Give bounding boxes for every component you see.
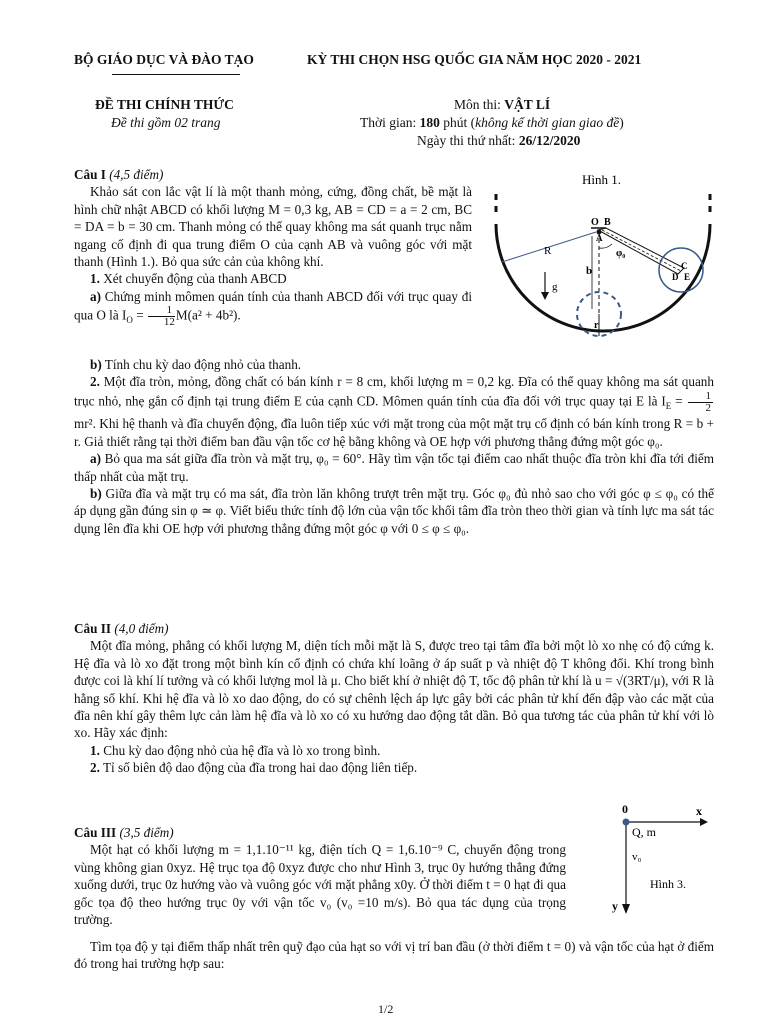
part-2-number: 2. bbox=[90, 374, 100, 390]
question-2 bbox=[74, 620, 714, 777]
part-1a-label: a) bbox=[90, 288, 101, 304]
subject-value: VẬT LÍ bbox=[504, 97, 551, 112]
question-3-points: (3,5 điểm) bbox=[116, 825, 174, 840]
label-A: A bbox=[596, 233, 603, 243]
item-2-text: Tỉ số biên độ dao động của đĩa trong hai dao động liên tiếp. bbox=[99, 760, 418, 776]
question-3-heading bbox=[74, 824, 566, 841]
question-2-points: (4,0 điểm) bbox=[111, 621, 169, 636]
label-g: g bbox=[552, 281, 558, 293]
speed-formula: u = √(3RT/μ) bbox=[595, 673, 666, 689]
question-1-intro bbox=[74, 166, 472, 330]
question-2-heading bbox=[74, 620, 714, 637]
particle-label: Q, m bbox=[632, 825, 656, 839]
ministry-name: BỘ GIÁO DỤC VÀ ĐÀO TẠO bbox=[74, 52, 254, 67]
label-D: D bbox=[672, 272, 679, 282]
subject-line bbox=[454, 97, 550, 113]
question-2-title: Câu II bbox=[74, 621, 112, 636]
official-label: ĐỀ THI CHÍNH THỨC bbox=[95, 97, 234, 112]
y-axis-arrowhead bbox=[622, 904, 630, 914]
figure-1-caption: Hình 1. bbox=[582, 172, 621, 187]
question-1-part-2: 2. Một đĩa tròn, mỏng, đồng chất có bán kính r = 8 cm, khối lượng m = 0,2 kg. Đĩa có thể quay không ma sát quanh trục nhỏ, nhẹ gắn cố định tại trung điểm E của cạnh CD. Mômen quán tính của đĩa đối với trục quay tại E là $I_E$ = $\frac{1}{2}$ mr². Khi hệ thanh và đĩa chuyển động, đĩa luôn tiếp xúc với mặt trong của một mặt trụ cố định có bán kính trong R = b + r. Giả thiết rằng tại thời điểm ban đầu vận tốc cơ hệ bằng không và OE hợp với phương thẳng đứng một góc φ₀. bbox=[74, 374, 714, 449]
question-1-part-1 bbox=[74, 270, 472, 287]
x-axis-arrowhead bbox=[700, 818, 708, 826]
part-1-text: Xét chuyển động của thanh ABCD bbox=[99, 271, 287, 287]
angle-arc bbox=[599, 244, 612, 248]
part-2-text: Một đĩa tròn, mỏng, đồng chất có bán kính r = 8 cm, khối lượng m = 0,2 kg. Đĩa có thể quay không ma sát quanh trục nhỏ, nhẹ gắn cố định tại trung điểm E của cạnh CD. Mômen quán tính của đĩa đối với trục quay tại E là bbox=[74, 374, 714, 409]
time-label: Thời gian: bbox=[360, 115, 420, 130]
part-1-number: 1. bbox=[90, 271, 100, 287]
item-1-text: Chu kỳ dao động nhỏ của hệ đĩa và lò xo trong bình. bbox=[99, 742, 381, 758]
gravity-arrowhead bbox=[541, 292, 549, 300]
figure-3 bbox=[596, 796, 736, 922]
part-1b-text: Tính chu kỳ dao động nhỏ của thanh. bbox=[101, 357, 302, 372]
question-1-continued bbox=[74, 356, 714, 537]
velocity-label: v₀ bbox=[632, 851, 642, 863]
fraction-1-12: $\frac{1}{12}$ bbox=[148, 305, 175, 328]
part-2a-text: Bỏ qua ma sát giữa đĩa tròn và mặt trụ, φ₀ = 60°. Hãy tìm vận tốc tại điểm cao nhất thuộc đĩa tròn khi đĩa tới điểm thấp nhất của mặt trụ. bbox=[74, 451, 714, 484]
part-2-continued: Khi hệ thanh và đĩa chuyển động, đĩa luôn tiếp xúc với mặt trong của một mặt trụ cố định có bán kính trong R = b + r. Giả thiết rằng tại thời điểm ban đầu vận tốc cơ hệ bằng không và OE hợp với phương thẳng đứng một góc φ₀. bbox=[74, 416, 714, 449]
question-1-points: (4,5 điểm) bbox=[105, 167, 164, 182]
date-label: Ngày thi thứ nhất: bbox=[417, 133, 519, 148]
particle bbox=[623, 819, 630, 826]
page-number: 1/2 bbox=[378, 1002, 394, 1016]
part-1b-label: b) bbox=[90, 357, 102, 372]
label-E: E bbox=[684, 272, 691, 282]
time-line bbox=[360, 115, 624, 131]
x-axis-label: x bbox=[696, 804, 702, 818]
figure-3-caption: Hình 3. bbox=[650, 877, 686, 891]
question-1-title: Câu I bbox=[74, 167, 106, 182]
part-2a-label: a) bbox=[90, 451, 101, 467]
question-2-item-2 bbox=[74, 759, 714, 776]
label-R: R bbox=[544, 245, 552, 257]
figure-3-origin: 0 bbox=[622, 802, 628, 816]
question-1-heading bbox=[74, 166, 472, 183]
label-C: C bbox=[681, 261, 688, 271]
question-1-intro-text: Khảo sát con lắc vật lí là một thanh mỏng, cứng, đồng chất, bề mặt là hình chữ nhật ABCD có khối lượng M = 0,3 kg, AB = CD = a = 2 cm, BC = DA = b = 30 cm. Thanh mỏng có thể quay không ma sát quanh trục nằm ngang cố định đi qua trung điểm O của cạnh AB và vuông góc với mặt thanh (Hình 1.). Bỏ qua sức cản của không khí. bbox=[74, 184, 472, 270]
item-2-number: 2. bbox=[90, 760, 100, 776]
question-1-part-2b bbox=[74, 485, 714, 537]
question-2-item-1 bbox=[74, 742, 714, 759]
part-1a-text: Chứng minh mômen quán tính của thanh ABCD đối với trục quay đi qua O là bbox=[74, 288, 472, 323]
part-2-formula: mr². bbox=[74, 416, 96, 432]
question-2-text-2: , với R là hằng số khí. Khi hệ đĩa và lò xo dao động, do có sự chênh lệch áp lực gây bởi các phân tử khí đến đập vào các mặt của đĩa nên khí gây thêm lực cản làm hệ đĩa và lò xo có xu hướng dao động tắt dần. Bỏ qua tương tác của phân tử khí với lò xo. Hãy xác định: bbox=[74, 673, 714, 741]
question-2-text bbox=[74, 637, 714, 741]
question-3-text-1: Một hạt có khối lượng m = 1,1.10⁻¹¹ kg, điện tích Q = 1,6.10⁻⁹ C, chuyển động trong vùng không gian 0xyz. Hệ trục tọa độ 0xyz được cho như Hình 3, trục 0y hướng thẳng đứng xuống dưới, trục 0z hướng vào và vuông góc với mặt phẳng x0y. Ở thời điểm t = 0 hạt đi qua gốc tọa độ theo hướng trục 0y với vận tốc v₀ (v₀ =10 m/s). Bỏ qua tác dụng của trọng trường. bbox=[74, 842, 566, 928]
question-2-text-1: Một đĩa mỏng, phẳng có khối lượng M, diện tích mỗi mặt là S, được treo tại tâm đĩa bởi một lò xo nhẹ có độ cứng k. Hệ đĩa và lò xo đặt trong một bình kín cố định có chứa khí loãng ở áp suất p và nhiệt độ T không đổi. Khí trong bình được coi là khí lí tưởng và có khối lượng mol là μ. Cho biết khí ở nhiệt độ T, tốc độ phân tử khí là bbox=[74, 638, 714, 689]
question-3-title: Câu III bbox=[74, 825, 117, 840]
part-2b-label: b) bbox=[90, 486, 102, 502]
label-r: r bbox=[594, 320, 599, 331]
question-3-text-2: Tìm tọa độ y tại điểm thấp nhất trên quỹ đạo của hạt so với vị trí ban đầu (ở thời điểm t = 0) và vận tốc của hạt ở điểm đó trong hai trường hợp sau: bbox=[74, 939, 714, 972]
item-1-number: 1. bbox=[90, 742, 100, 758]
question-1-part-2a bbox=[74, 450, 714, 485]
time-note: không kể thời gian giao đề bbox=[475, 115, 620, 130]
question-3 bbox=[74, 824, 566, 928]
page-count: Đề thi gồm 02 trang bbox=[111, 115, 221, 130]
exam-title: KỲ THI CHỌN HSG QUỐC GIA NĂM HỌC 2020 - 2021 bbox=[307, 52, 642, 67]
question-1-part-1a: a) Chứng minh mômen quán tính của thanh ABCD đối với trục quay đi qua O là $I_O$ = $\frac{1}{12}$ M(a² + 4b²). bbox=[74, 288, 472, 329]
time-value: 180 bbox=[419, 115, 440, 130]
rod-axis bbox=[602, 230, 681, 271]
part-2b-text: Giữa đĩa và mặt trụ có ma sát, đĩa tròn lăn không trượt trên mặt trụ. Góc φ₀ đủ nhỏ sao cho với góc φ ≤ φ₀ có thể áp dụng gần đúng sin φ ≃ φ. Viết biểu thức tính độ lớn của vận tốc khối tâm đĩa tròn theo thời gian và tính lực ma sát tác dụng lên đĩa khi OE hợp với phương thẳng đứng một góc φ với 0 ≤ φ ≤ φ₀. bbox=[74, 486, 714, 536]
ministry-underline bbox=[112, 74, 240, 75]
date-value: 26/12/2020 bbox=[518, 133, 581, 148]
label-phi0: φ₀ bbox=[616, 248, 626, 259]
subject-label: Môn thi: bbox=[454, 97, 505, 112]
y-axis-label: y bbox=[612, 899, 618, 913]
label-O: O bbox=[591, 217, 599, 228]
figure-1 bbox=[478, 164, 728, 364]
part-1a-formula: M(a² + 4b²). bbox=[175, 307, 241, 323]
label-b: b bbox=[586, 265, 593, 277]
time-close: ) bbox=[619, 115, 624, 130]
fraction-1-2: $\frac{1}{2}$ bbox=[688, 391, 714, 414]
question-3-continued bbox=[74, 938, 714, 973]
label-B: B bbox=[604, 217, 611, 228]
time-unit: phút ( bbox=[439, 115, 476, 130]
date-line bbox=[417, 133, 580, 149]
